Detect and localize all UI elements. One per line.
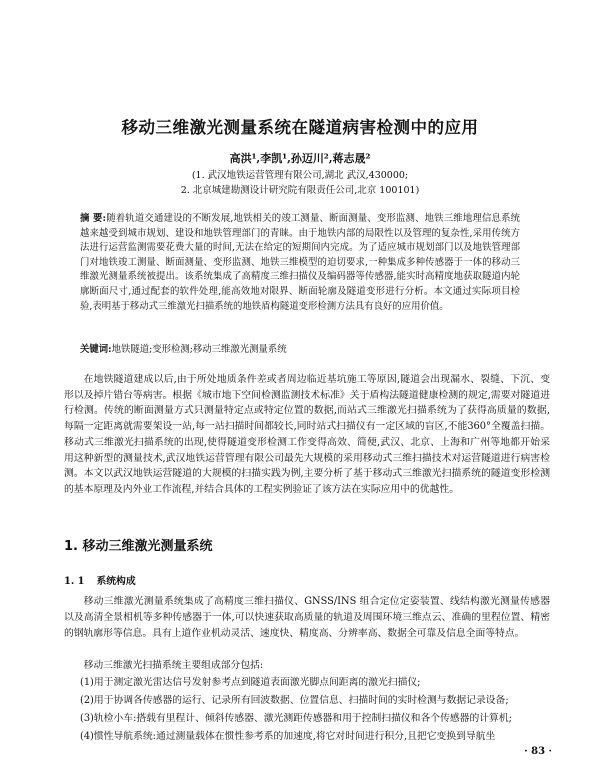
subsection-title: 系统构成	[96, 576, 136, 587]
introduction-paragraph: 在地铁隧道建成以后,由于所处地质条件差或者周边临近基坑施工等原因,隧道会出现漏水、裂缝、下沉、变形以及掉片错台等病害。根据《城市地下空间检测监测技术标准》关于盾构法隧道健康检测的规定,需要对隧道进行检测。传统的断面测量方式只测量特定点或特定位置的数据,而站式三维激光扫描系统为了获得高质量的数据,每隔一定距离就需要架设一站,每一站扫描时间都较长,同时站式扫描仪有一定区域的盲区,不能360°全覆盖扫描。移动式三维激光扫描系统的出现,使得隧道变形检测工作变得高效、简便,武汉、北京、上海和广州等地都开始采用这种新型的测量技术,武汉地铁运营管理有限公司最先大规模的采用移动式三维扫描技术对运营隧道进行病害检测。本文以武汉地铁运营隧道的大规模的扫描实践为例,主要分析了基于移动式三维激光扫描系统的隧道变形检测的基本原理及内外业工作流程,并结合具体的工程实例验证了该方法在实际应用中的优越性。	[64, 374, 550, 495]
affiliation-1: (1. 武汉地铁运营管理有限公司,湖北 武汉,430000;	[191, 170, 409, 181]
author-list: 高洪¹,李凯¹,孙迈川²,蒋志晟²	[229, 152, 371, 165]
abstract-text: 随着轨道交通建设的不断发展,地铁相关的竣工测量、断面测量、变形监测、地铁三维地理信息系统越来越受到城市规划、建设和地铁管理部门的青睐。由于地铁内部的局限性以及管理的复杂性,采用传统方法进行运营监测需要花费大量的时间,无法在给定的短期间内完成。为了适应城市规划部门以及地铁管理部门对地铁竣工测量、断面测量、变形监测、地铁三维模型的迫切要求,一种集成多种传感器于一体的移动三维激光测量系统被提出。该系统集成了高精度三维扫描仪及编码器等传感器,能实时高精度地获取隧道内轮廓断面尺寸,通过配套的软件处理,能高效地对限界、断面轮廓及隧道变形进行分析。本文通过实际项目检验,表明基于移动式三维激光扫描系统的地铁盾构隧道变形检测方法具有良好的应用价值。	[80, 213, 520, 312]
list-item: (4)惯性导航系统:通过测量载体在惯性参考系的加速度,将它对时间进行积分,且把它变换到导航坐	[80, 731, 496, 742]
list-item: (2)用于协调各传感器的运行、记录所有回波数据、位置信息、扫描时间的实时检测与数据记录设备;	[80, 695, 509, 706]
list-item: (3)轨检小车:搭载有里程计、倾斜传感器、激光测距传感器和用于控制扫描仪和各个传感器的计算机;	[80, 713, 512, 724]
list-item: (1)用于测定激光雷达信号发射参考点到隧道表面激光脚点间距离的激光扫描仪;	[80, 677, 421, 688]
keywords-text: 地铁隧道;变形检测;移动三维激光测量系统	[111, 344, 287, 355]
abstract-label: 摘 要:	[80, 213, 107, 224]
component-list-intro: 移动三维激光扫描系统主要组成部分包括:	[83, 660, 264, 671]
page-number: · 83 ·	[524, 746, 552, 757]
section-1-paragraph: 移动三维激光测量系统集成了高精度三维扫描仪、GNSS/INS 组合定位定姿装置、线结构激光测量传感器以及高清全景相机等多种传感器于一体,可以快速获取高质量的轨道及周围环境三维点云、准确的里程位置、精密的钢轨廓形等信息。具有上道作业机动灵活、速度快、精度高、分辨率高、数据全可靠及信息全面等特点。	[64, 596, 550, 639]
component-list	[80, 674, 550, 746]
subsection-number: 1. 1	[64, 576, 85, 587]
keywords-label: 关键词:	[80, 344, 112, 355]
abstract	[80, 212, 520, 314]
affiliation-2: 2. 北京城建勘测设计研究院有限责任公司,北京 100101)	[180, 185, 420, 196]
section-1-heading: 1. 移动三维激光测量系统	[64, 539, 213, 554]
paper-title: 移动三维激光测量系统在隧道病害检测中的应用	[121, 118, 479, 137]
keywords	[80, 343, 520, 357]
subsection-1-1-heading	[64, 573, 136, 587]
